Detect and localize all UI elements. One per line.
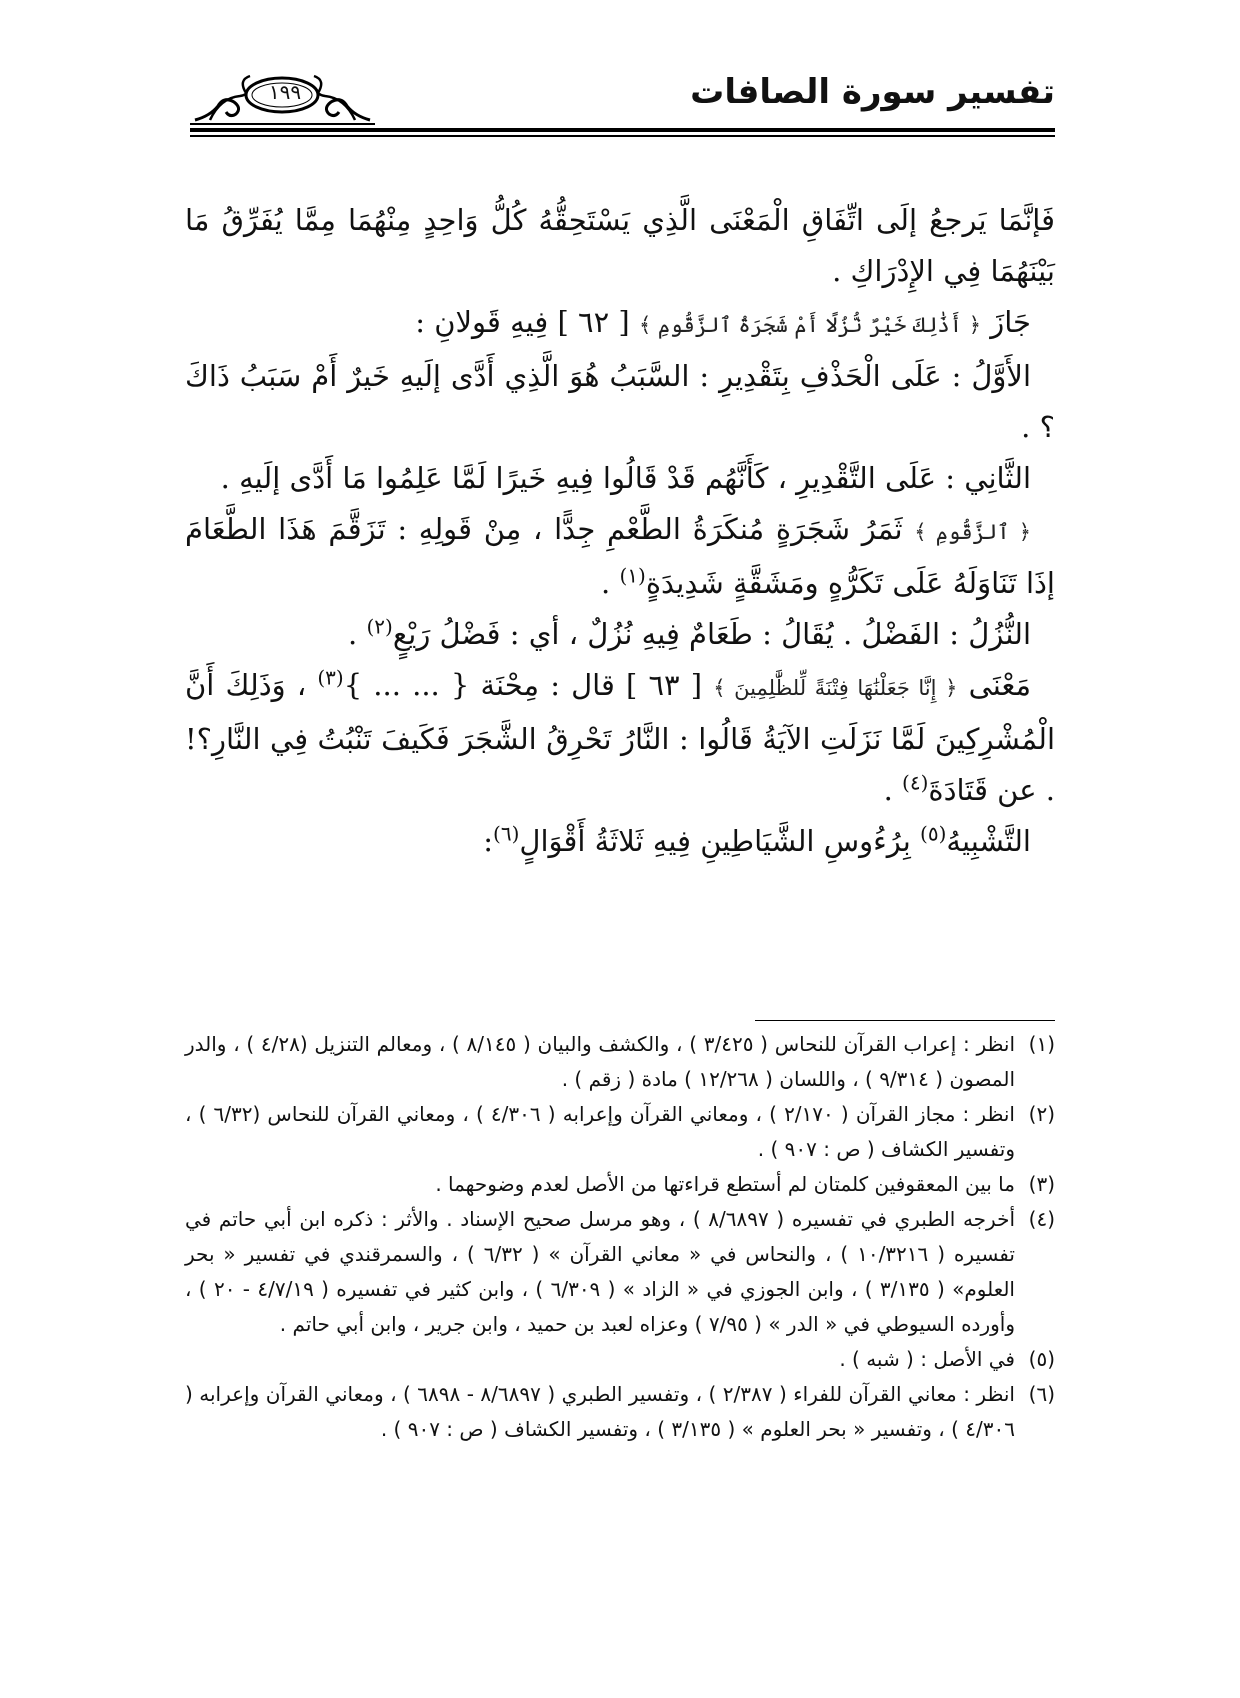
paragraph: مَعْنَى ﴿ إِنَّا جَعَلْنَٰهَا فِتْنَةً لِّلظَّٰلِمِينَ ﴾ [ ٦٣ ] قال : مِحْنَة { ... ... }$^{(٣)}$ ، وَذَلِكَ أَنَّ الْمُشْرِكِينَ لَمَّا نَزَلَتِ الآيَةُ قَالُوا : النَّارُ تَحْرِقُ الشَّجَرَ فَكَيفَ تَنْبُتُ فِي النَّارِ؟! . عن قَتَادَةَ$^{(٤)}$ . (185, 665, 1055, 807)
paragraph: التَّشْبِيهُ$^{(٥)}$ بِرُءُوسِ الشَّيَاطِينِ فِيهِ ثَلاثَةُ أَقْوَالٍ$^{(٦)}$: (483, 821, 1031, 858)
page-number: ١٩٩ (268, 80, 302, 104)
footnote-number: (٤) (1028, 1207, 1055, 1231)
footnote-ref[interactable]: (٥) (920, 821, 947, 846)
footnote-number: (٢) (1028, 1102, 1055, 1126)
footnote-number: (١) (1028, 1032, 1055, 1056)
footnote (185, 1097, 1055, 1167)
footnotes (185, 1027, 1055, 1447)
footnote-number: (٦) (1028, 1382, 1055, 1406)
paragraph: الثَّانِي : عَلَى التَّقْدِيرِ ، كَأَنَّهُم قَدْ قَالُوا فِيهِ خَيرًا لَمَّا عَلِمُوا مَا أَدَّى إلَيهِ . (220, 461, 1031, 495)
paragraph: فَإنَّمَا يَرجعُ إلَى اتِّفَاقِ الْمَعْنَى الَّذِي يَسْتَحِقُّهُ كُلُّ وَاحِدٍ مِنْهُمَا مِمَّا يُفَرِّقُ مَا بَيْنَهُمَا فِي الإِدْرَاكِ . (185, 203, 1055, 288)
footnote-ref[interactable]: (٤) (902, 770, 929, 795)
footnote (185, 1202, 1055, 1342)
footnote-text: في الأصل : ( شبه ) . (839, 1347, 1015, 1371)
paragraph: النُّزُلُ : الفَضْلُ . يُقَالُ : طَعَامٌ فِيهِ نُزُلٌ ، أي : فَضْلُ رَيْعٍ$^{(٢)}$ . (348, 614, 1031, 651)
footnote-ref[interactable]: (٢) (366, 614, 393, 639)
quran-verse: ﴿ إِنَّا جَعَلْنَٰهَا فِتْنَةً لِّلظَّٰلِمِينَ ﴾ (713, 676, 958, 700)
footnote-number: (٣) (1028, 1172, 1055, 1196)
footnote-ref[interactable]: (٦) (493, 821, 520, 846)
footnote-text: أخرجه الطبري في تفسيره ( ٨/٦٨٩٧ ) ، وهو مرسل صحيح الإسناد . والأثر : ذكره ابن أبي حاتم في تفسيره ( ١٠/٣٢١٦ ) ، والنحاس في « معاني القرآن » ( ٦/٣٢ ) ، والسمرقندي في تفسير « بحر العلوم» ( ٣/١٣٥ ) ، وابن الجوزي في « الزاد » ( ٦/٣٠٩ ) ، وابن كثير في تفسيره ( ٤/٧/١٩ - ٢٠ ) ، وأورده السيوطي في « الدر » ( ٧/٩٥ ) وعزاه لعبد بن حميد ، وابن جرير ، وابن أبي حاتم . (185, 1207, 1015, 1336)
footnote-text: انظر : مجاز القرآن ( ٢/١٧٠ ) ، ومعاني القرآن وإعرابه ( ٤/٣٠٦ ) ، ومعاني القرآن للنحاس (٦/٣٢ ) ، وتفسير الكشاف ( ص : ٩٠٧ ) . (185, 1102, 1015, 1161)
main-text (185, 195, 1055, 867)
footnote (185, 1377, 1055, 1447)
paragraph: ﴿ ٱلزَّقُّومِ ﴾ ثَمَرُ شَجَرَةٍ مُنكَرَةُ الطَّعْمِ جِدًّا ، مِنْ قَولِهِ : تَزَقَّمَ هَذَا الطَّعَامَ إذَا تَنَاوَلَهُ عَلَى تَكَرُّهٍ ومَشَقَّةٍ شَدِيدَةٍ$^{(١)}$ . (185, 512, 1055, 600)
footnote-text: ما بين المعقوفين كلمتان لم أستطع قراءتها من الأصل لعدم وضوحهما . (435, 1172, 1015, 1196)
footnote-text: انظر : إعراب القرآن للنحاس ( ٣/٤٢٥ ) ، والكشف والبيان ( ٨/١٤٥ ) ، ومعالم التنزيل (٤/٢٨ ) ، والدر المصون ( ٩/٣١٤ ) ، واللسان ( ١٢/٢٦٨ ) مادة ( زقم ) . (185, 1032, 1016, 1091)
footnote-text: انظر : معاني القرآن للفراء ( ٢/٣٨٧ ) ، وتفسير الطبري ( ٨/٦٨٩٧ - ٦٨٩٨ ) ، ومعاني القرآن وإعرابه ( ٤/٣٠٦ ) ، وتفسير « بحر العلوم » ( ٣/١٣٥ ) ، وتفسير الكشاف ( ص : ٩٠٧ ) . (185, 1382, 1015, 1441)
footnote (185, 1167, 1055, 1202)
footnote (185, 1342, 1055, 1377)
paragraph: الأَوَّلُ : عَلَى الْحَذْفِ بِتَقْدِيرِ : السَّبَبُ هُوَ الَّذِي أَدَّى إلَيهِ خَيرٌ أَمْ سَبَبُ ذَاكَ ؟ . (185, 359, 1055, 444)
page-title: تفسير سورة الصافات (690, 72, 1055, 112)
quran-verse: ﴿ أَذَٰلِكَ خَيْرٌ نُّزُلًا أَمْ شَجَرَةُ ٱلزَّقُّومِ ﴾ (638, 313, 981, 337)
footnote-separator (755, 1020, 1055, 1021)
footnote-ref[interactable]: (٣) (317, 665, 344, 690)
header-rule-thin (190, 135, 1055, 137)
footnote (185, 1027, 1055, 1097)
footnote-number: (٥) (1028, 1347, 1055, 1371)
footnote-ref[interactable]: (١) (619, 563, 646, 588)
paragraph: جَازَ ﴿ أَذَٰلِكَ خَيْرٌ نُّزُلًا أَمْ شَجَرَةُ ٱلزَّقُّومِ ﴾ [ ٦٢ ] فِيهِ قَولانِ : (415, 305, 1031, 339)
quran-verse: ﴿ ٱلزَّقُّومِ ﴾ (914, 520, 1031, 544)
header-rule-thick (190, 128, 1055, 132)
